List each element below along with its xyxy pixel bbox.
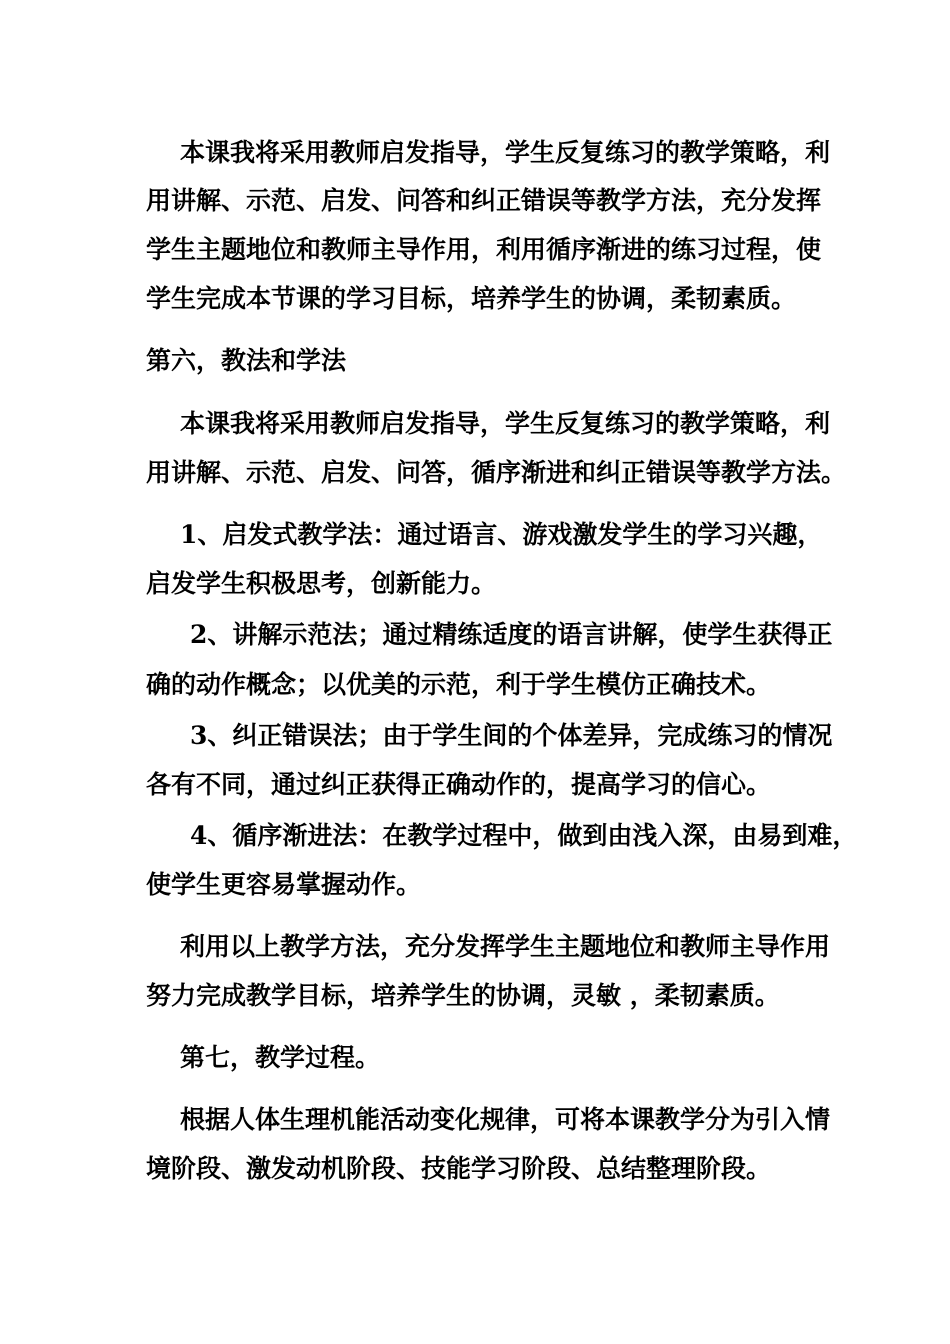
method-item-2-line-1: 2、讲解示范法；通过精练适度的语言讲解，使学生获得正 xyxy=(190,620,833,649)
method-item-3-line-2: 各有不同，通过纠正获得正确动作的，提高学习的信心。 xyxy=(146,770,772,799)
paragraph-8-line-1: 利用以上教学方法，充分发挥学生主题地位和教师主导作用 xyxy=(180,932,831,961)
paragraph-1-line-2: 用讲解、示范、启发、问答和纠正错误等教学方法，充分发挥 xyxy=(146,186,822,215)
paragraph-3-line-1: 本课我将采用教师启发指导，学生反复练习的教学策略，利 xyxy=(180,409,831,438)
paragraph-8-line-2: 努力完成教学目标，培养学生的协调，灵敏 ，柔韧素质。 xyxy=(146,981,780,1010)
paragraph-3-line-2: 用讲解、示范、启发、问答，循序渐进和纠正错误等教学方法。 xyxy=(146,458,847,487)
paragraph-1-line-4: 学生完成本节课的学习目标，培养学生的协调，柔韧素质。 xyxy=(146,284,797,313)
paragraph-10-line-2: 境阶段、激发动机阶段、技能学习阶段、总结整理阶段。 xyxy=(146,1154,772,1183)
paragraph-1-line-3: 学生主题地位和教师主导作用，利用循序渐进的练习过程，使 xyxy=(146,235,822,264)
method-item-1-line-1: 1、启发式教学法：通过语言、游戏激发学生的学习兴趣， xyxy=(180,520,823,549)
method-item-1-line-2: 启发学生积极思考，创新能力。 xyxy=(146,569,497,598)
method-item-4-line-1: 4、循序渐进法：在教学过程中，做到由浅入深，由易到难， xyxy=(190,821,858,850)
paragraph-10-line-1: 根据人体生理机能活动变化规律，可将本课教学分为引入情 xyxy=(180,1105,831,1134)
method-item-2-line-2: 确的动作概念；以优美的示范，利于学生模仿正确技术。 xyxy=(146,670,772,699)
paragraph-1-line-1: 本课我将采用教师启发指导，学生反复练习的教学策略，利 xyxy=(180,138,831,167)
section-heading-6: 第六，教法和学法 xyxy=(146,346,347,375)
section-heading-7: 第七，教学过程。 xyxy=(180,1043,381,1072)
method-item-3-line-1: 3、纠正错误法；由于学生间的个体差异，完成练习的情况 xyxy=(190,721,833,750)
method-item-4-line-2: 使学生更容易掌握动作。 xyxy=(146,870,422,899)
